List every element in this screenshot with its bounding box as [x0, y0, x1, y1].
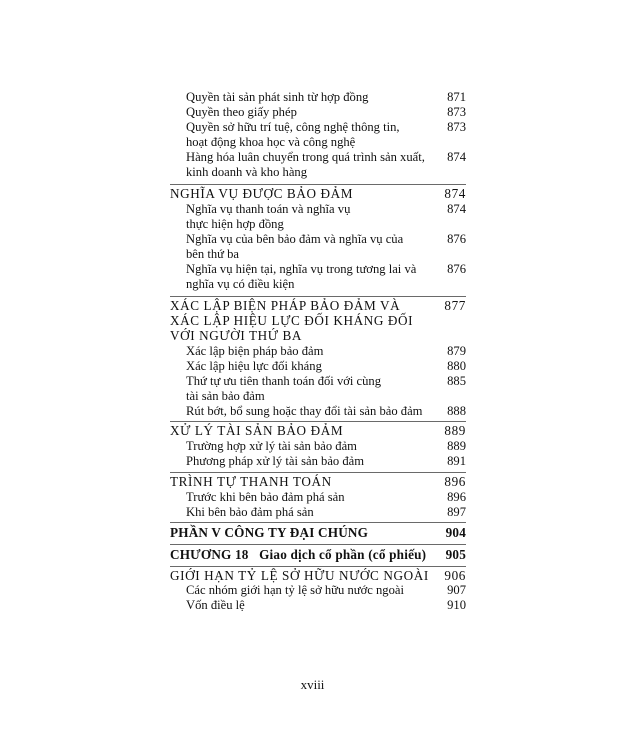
toc-entry-page: 905 — [445, 547, 466, 562]
toc-entry-title: Hàng hóa luân chuyển trong quá trình sản xuất, — [186, 150, 425, 164]
section-divider — [170, 522, 466, 523]
toc-entry-title: Quyền sở hữu trí tuệ, công nghệ thông tin, — [186, 120, 400, 134]
toc-entry-title: Khi bên bảo đảm phá sản — [186, 505, 314, 519]
toc-entry-page: 874 — [447, 150, 466, 164]
toc-entry-title: Nghĩa vụ của bên bảo đảm và nghĩa vụ của — [186, 232, 404, 246]
toc-entry-page: 888 — [447, 404, 466, 418]
toc-entry-page: 896 — [447, 490, 466, 504]
toc-entry-title: Xác lập hiệu lực đối kháng — [186, 359, 322, 373]
toc-entry-title: TRÌNH TỰ THANH TOÁN — [170, 474, 332, 489]
toc-entry-title: bên thứ ba — [186, 247, 239, 261]
toc-entry-page: 874 — [447, 202, 466, 216]
toc-entry-title: Nghĩa vụ hiện tại, nghĩa vụ trong tương lai và — [186, 262, 417, 276]
toc-entry-page: 880 — [447, 359, 466, 373]
toc-entry-page: 897 — [447, 505, 466, 519]
section-divider — [170, 472, 466, 473]
toc-entry-title: Trước khi bên bảo đảm phá sản — [186, 490, 345, 504]
toc-entry-title: GIỚI HẠN TỶ LỆ SỞ HỮU NƯỚC NGOÀI — [170, 568, 429, 583]
toc-entry-title: Rút bớt, bổ sung hoặc thay đổi tài sản bảo đảm — [186, 404, 423, 418]
toc-entry-page: 889 — [444, 423, 466, 438]
toc-entry-title: Quyền tài sản phát sinh từ hợp đồng — [186, 90, 369, 104]
toc-entry-title: thực hiện hợp đồng — [186, 217, 284, 231]
toc-entry-title: Xác lập biện pháp bảo đảm — [186, 344, 324, 358]
toc-entry-page: 873 — [447, 120, 466, 134]
toc-entry-title: nghĩa vụ có điều kiện — [186, 277, 295, 291]
toc-entry-title: PHẦN V CÔNG TY ĐẠI CHÚNG — [170, 525, 369, 540]
section-divider — [170, 566, 466, 567]
toc-entry-title: Quyền theo giấy phép — [186, 105, 297, 119]
toc-entry-title: Phương pháp xử lý tài sản bảo đảm — [186, 454, 365, 468]
toc-entry-page: 896 — [444, 474, 466, 489]
section-divider — [170, 544, 466, 545]
toc-entry-title: tài sản bảo đảm — [186, 389, 265, 403]
toc-entry-title: CHƯƠNG 18 Giao dịch cổ phần (cổ phiếu) — [170, 547, 427, 562]
section-divider — [170, 421, 466, 422]
page-number: xviii — [300, 677, 325, 692]
toc-entry-title: XÁC LẬP BIỆN PHÁP BẢO ĐẢM VÀ — [170, 298, 401, 313]
toc-entry-title: Thứ tự ưu tiên thanh toán đối với cùng — [186, 374, 382, 388]
toc-entry-page: 876 — [447, 262, 466, 276]
section-divider — [170, 184, 466, 185]
toc-entry-page: 877 — [444, 298, 466, 313]
toc-entry-title: XÁC LẬP HIỆU LỰC ĐỐI KHÁNG ĐỐI — [170, 313, 414, 328]
toc-entry-title: Trường hợp xử lý tài sản bảo đảm — [186, 439, 357, 453]
toc-entry-page: 873 — [447, 105, 466, 119]
toc-entry-title: XỬ LÝ TÀI SẢN BẢO ĐẢM — [170, 423, 344, 438]
toc-entry-page: 876 — [447, 232, 466, 246]
section-divider — [170, 296, 466, 297]
toc-entry-title: kinh doanh và kho hàng — [186, 165, 308, 179]
toc-entry-title: Vốn điều lệ — [186, 598, 245, 612]
toc-entry-title: hoạt động khoa học và công nghệ — [186, 135, 356, 149]
toc-entry-title: Nghĩa vụ thanh toán và nghĩa vụ — [186, 202, 351, 216]
toc-entry-title: NGHĨA VỤ ĐƯỢC BẢO ĐẢM — [170, 186, 354, 201]
toc-entry-page: 871 — [447, 90, 466, 104]
toc-entry-page: 904 — [445, 525, 466, 540]
toc-entry-title: VỚI NGƯỜI THỨ BA — [170, 328, 303, 343]
toc-entry-page: 889 — [447, 439, 466, 453]
toc-entry-page: 891 — [447, 454, 466, 468]
toc-entry-page: 874 — [444, 186, 466, 201]
toc-entry-page: 879 — [447, 344, 466, 358]
toc-entry-page: 885 — [447, 374, 466, 388]
toc-entry-title: Các nhóm giới hạn tỷ lệ sở hữu nước ngoài — [186, 583, 404, 597]
toc-entry-page: 910 — [447, 598, 466, 612]
toc-entry-page: 907 — [447, 583, 466, 597]
toc-entry-page: 906 — [444, 568, 466, 583]
